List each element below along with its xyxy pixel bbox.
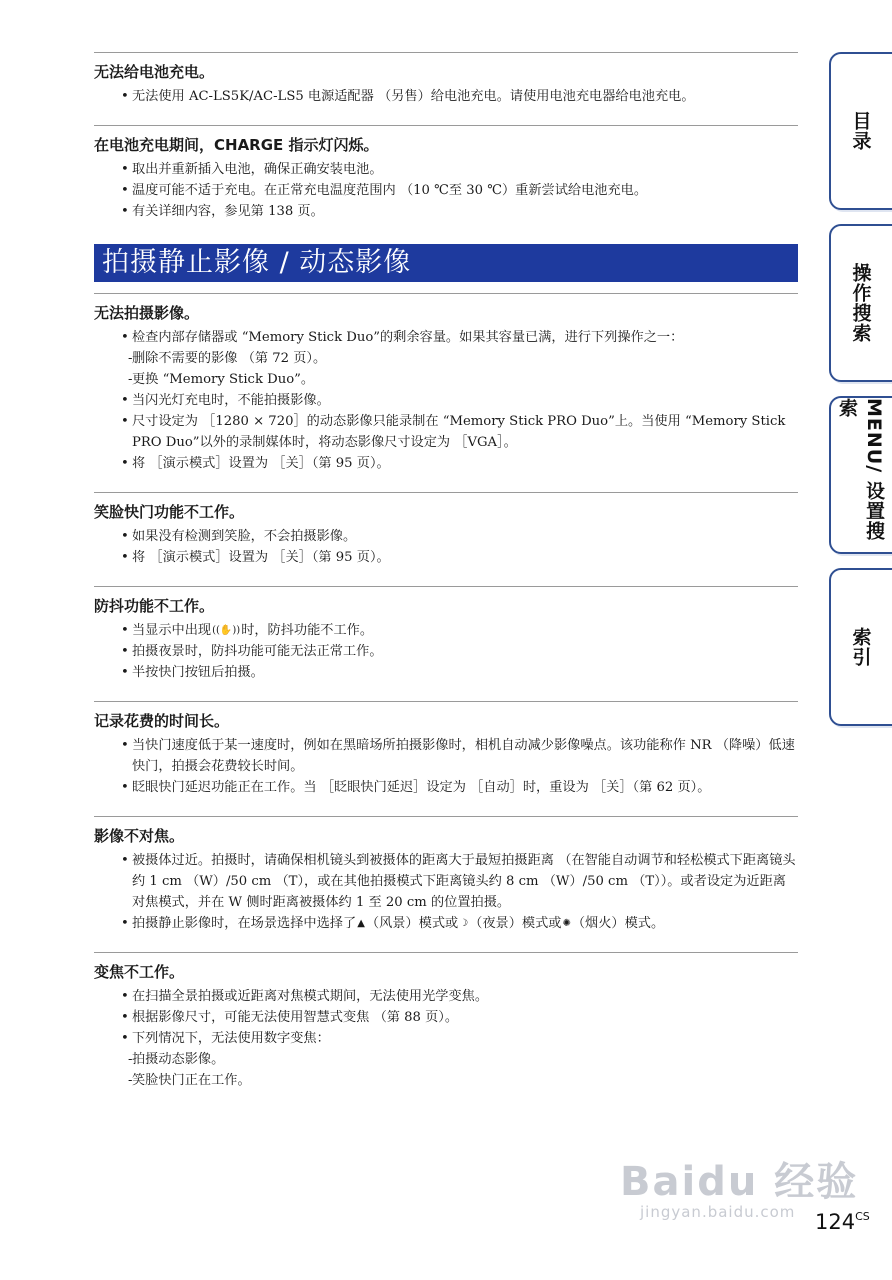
bullet-item: • 将 ［演示模式］设置为 ［关］（第 95 页）。 <box>94 547 798 568</box>
bullet-item: • 检查内部存储器或 “Memory Stick Duo”的剩余容量。如果其容量已满，进行下列操作之一： <box>94 327 798 348</box>
bullet-item: • 尺寸设定为 ［1280 × 720］的动态影像只能录制在 “Memory Stick PRO Duo”上。当使用 “Memory Stick PRO Duo”以外的录制媒体时，将动态影像尺寸设定为 ［VGA］。 <box>94 411 798 453</box>
bullet-item: • 拍摄夜景时，防抖功能可能无法正常工作。 <box>94 641 798 662</box>
item-list <box>94 526 798 568</box>
landscape-icon: ▲ <box>357 918 365 929</box>
tab-label: 索引 <box>849 627 872 667</box>
section-banner: 拍摄静止影像 / 动态影像 <box>94 244 798 282</box>
item-text: 时，防抖功能不工作。 <box>241 623 374 638</box>
tab-operation-search[interactable] <box>829 224 892 382</box>
section-title: 无法给电池充电。 <box>94 63 215 81</box>
bullet-item: • 温度可能不适于充电。在正常充电温度范围内 （10 ℃至 30 ℃）重新尝试给电池充电。 <box>94 180 798 201</box>
item-list <box>94 850 798 934</box>
watermark-logo: Baidu 经验 <box>620 1159 859 1205</box>
section-title: 记录花费的时间长。 <box>94 712 230 730</box>
section-title: 在电池充电期间，CHARGE 指示灯闪烁。 <box>94 136 379 154</box>
fireworks-icon: ✺ <box>562 918 571 929</box>
section <box>94 586 798 683</box>
sub-item: - 笑脸快门正在工作。 <box>94 1070 798 1091</box>
bullet-item: • 将 ［演示模式］设置为 ［关］（第 95 页）。 <box>94 453 798 474</box>
item-list <box>94 620 798 683</box>
bullet-item: • 眨眼快门延迟功能正在工作。当 ［眨眼快门延迟］设定为 ［自动］时，重设为 ［关］（第 62 页）。 <box>94 777 798 798</box>
night-scene-icon: ☽ <box>459 918 469 929</box>
bullet-item <box>94 913 798 934</box>
section <box>94 701 798 798</box>
page-number: $124^{CS}$ <box>815 1210 870 1234</box>
top-sections <box>94 52 798 222</box>
bullet-item: • 根据影像尺寸，可能无法使用智慧式变焦 （第 88 页）。 <box>94 1007 798 1028</box>
section <box>94 293 798 474</box>
bullet-item: • 如果没有检测到笑脸，不会拍摄影像。 <box>94 526 798 547</box>
item-list <box>94 735 798 798</box>
item-text: （夜景）模式或 <box>469 916 562 931</box>
bullet-item: • 有关详细内容，参见第 138 页。 <box>94 201 798 222</box>
item-text: （风景）模式或 <box>365 916 459 931</box>
section <box>94 125 798 222</box>
bullet-item: • 无法使用 AC-LS5K/AC-LS5 电源适配器 （另售）给电池充电。请使用电池充电器给电池充电。 <box>94 86 798 107</box>
section <box>94 816 798 934</box>
bottom-sections <box>94 293 798 1091</box>
main-content <box>94 52 798 1109</box>
section-title: 无法拍摄影像。 <box>94 304 200 322</box>
page-suffix: CS <box>855 1210 870 1223</box>
bullet-item: • 当快门速度低于某一速度时，例如在黑暗场所拍摄影像时，相机自动减少影像噪点。该功能称作 NR （降噪）低速快门，拍摄会花费较长时间。 <box>94 735 798 777</box>
item-list <box>94 327 798 474</box>
bullet-item: • 取出并重新插入电池，确保正确安装电池。 <box>94 159 798 180</box>
sub-item: - 删除不需要的影像 （第 72 页）。 <box>94 348 798 369</box>
section <box>94 52 798 107</box>
watermark-url: jingyan.baidu.com <box>640 1203 796 1221</box>
bullet-item: • 在扫描全景拍摄或近距离对焦模式期间，无法使用光学变焦。 <box>94 986 798 1007</box>
bullet-item: • 下列情况下，无法使用数字变焦： <box>94 1028 798 1049</box>
sub-item: - 拍摄动态影像。 <box>94 1049 798 1070</box>
bullet-item: • 被摄体过近。拍摄时，请确保相机镜头到被摄体的距离大于最短拍摄距离 （在智能自动调节和轻松模式下距离镜头约 1 cm （W）/50 cm （T），或在其他拍摄模式下距离镜头约 8 cm （W）/50 cm （T））。或者设定为近距离对焦模式，并在 W 侧时距离被摄体约 1 至 20 cm 的位置拍摄。 <box>94 850 798 913</box>
item-text: 拍摄静止影像时，在场景选择中选择了 <box>132 916 357 931</box>
section-title: 变焦不工作。 <box>94 963 185 981</box>
tab-label: 目录 <box>849 111 872 151</box>
tab-index[interactable] <box>829 568 892 726</box>
tab-label: MENU/ 设置搜索 <box>836 398 885 541</box>
bullet-item <box>94 620 798 641</box>
section <box>94 952 798 1091</box>
section-title: 笑脸快门功能不工作。 <box>94 503 245 521</box>
section-title: 影像不对焦。 <box>94 827 185 845</box>
sub-item: - 更换 “Memory Stick Duo”。 <box>94 369 798 390</box>
tab-label: 操作搜索 <box>849 263 872 343</box>
item-list <box>94 86 798 107</box>
tab-menu-settings-search[interactable] <box>829 396 892 554</box>
shake-warning-icon: ((✋)) <box>212 625 241 636</box>
item-text: 当显示中出现 <box>132 623 212 638</box>
item-list <box>94 159 798 222</box>
section-title: 防抖功能不工作。 <box>94 597 215 615</box>
item-list <box>94 986 798 1091</box>
item-text: （烟火）模式。 <box>571 916 665 931</box>
bullet-item: • 当闪光灯充电时，不能拍摄影像。 <box>94 390 798 411</box>
section <box>94 492 798 568</box>
tab-contents[interactable] <box>829 52 892 210</box>
bullet-item: • 半按快门按钮后拍摄。 <box>94 662 798 683</box>
